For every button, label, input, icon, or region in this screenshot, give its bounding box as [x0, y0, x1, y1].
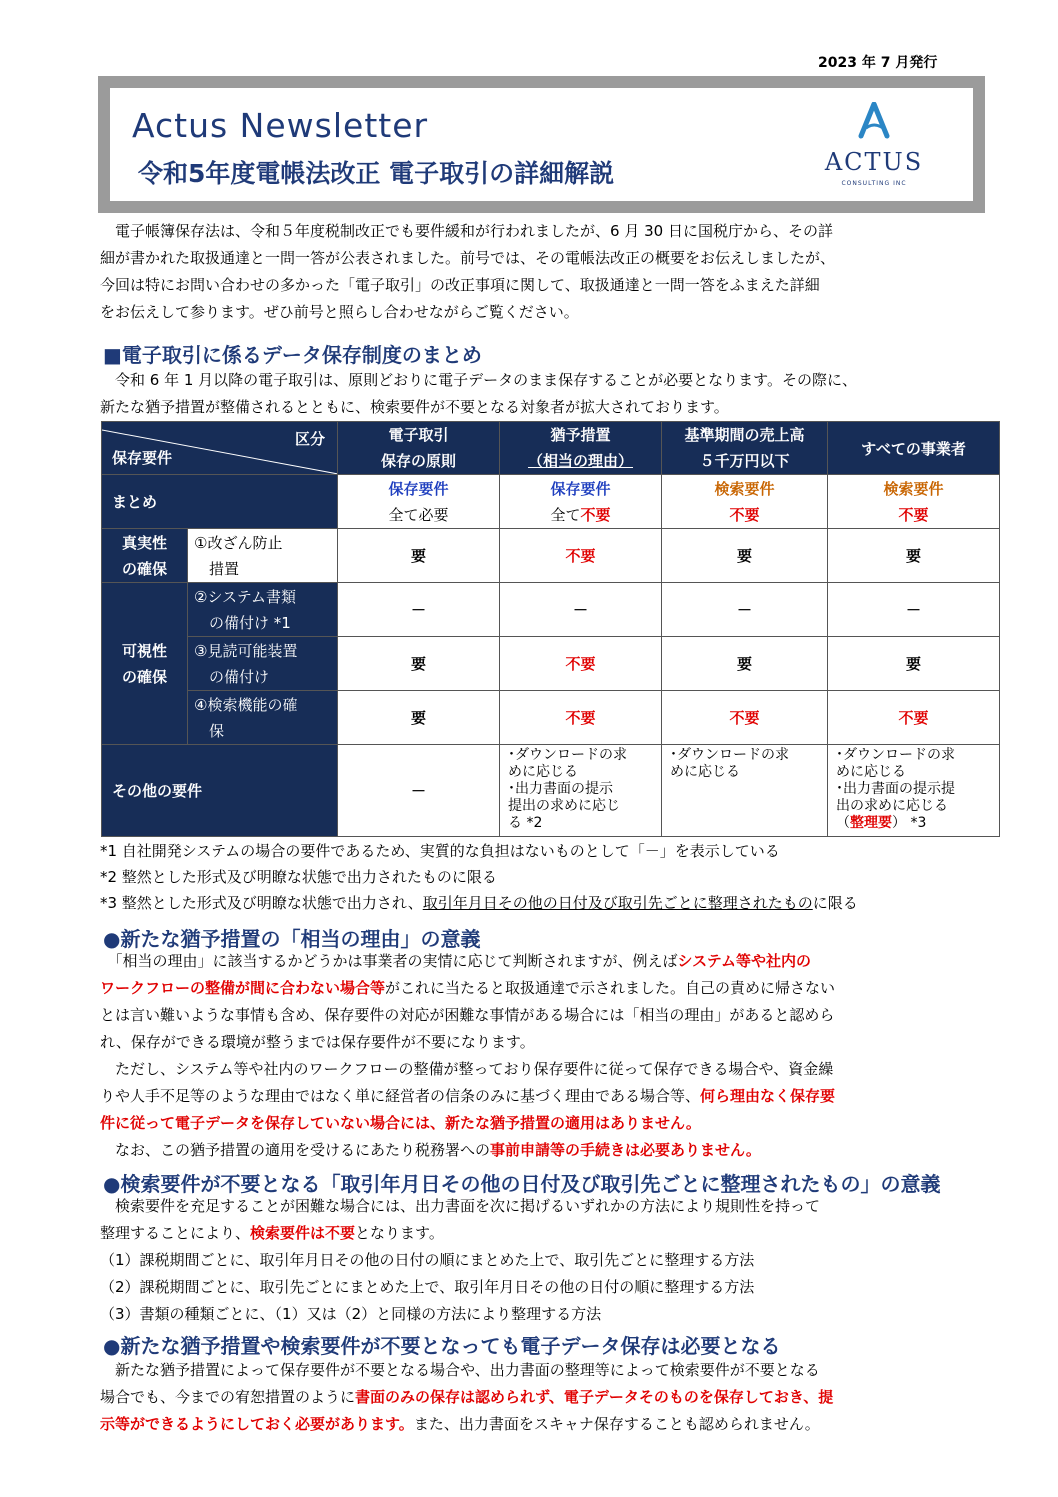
section4-paragraph [100, 1357, 970, 1438]
col-header-grace [500, 422, 662, 475]
col-header-line: 基準期間の売上高 [684, 426, 805, 444]
newsletter-header [98, 76, 985, 213]
summary-bottom: 全て必要 [388, 505, 449, 524]
value-cell: 要 [662, 529, 828, 583]
col-header-line: ５千万円以下 [699, 452, 790, 470]
text-line: ただし、システム等や社内のワークフローの整備が整っており保存要件に従って保存できる場合や、資金繰 [100, 1060, 834, 1078]
summary-top: 保存要件 [550, 479, 611, 498]
row-label: ②システム書類 の備付け *1 [188, 583, 338, 637]
summary-bottom: 不要 [898, 505, 929, 524]
summary-top: 保存要件 [388, 479, 449, 498]
summary-top: 検索要件 [883, 479, 944, 498]
logo-subtext: CONSULTING INC [841, 180, 907, 187]
section1-paragraph [100, 367, 970, 421]
value-cell: 要 [662, 637, 828, 691]
value-cell: 要 [338, 529, 500, 583]
value-cell: 要 [338, 637, 500, 691]
value-cell: 不要 [500, 529, 662, 583]
col-header-principle [338, 422, 500, 475]
newsletter-title: Actus Newsletter [132, 106, 429, 145]
value-cell: 不要 [500, 691, 662, 745]
text-line: とは言い難いような事情も含め、保存要件の対応が困難な事情がある場合には「相当の理由」があると認めら [100, 1006, 835, 1024]
list-item: （3）書類の種類ごとに、（1）又は（2）と同様の方法により整理する方法 [100, 1305, 602, 1323]
list-item: （2）課税期間ごとに、取引先ごとにまとめた上で、取引年月日その他の日付の順に整理する方法 [100, 1278, 755, 1296]
text-line: 新たな猶予措置によって保存要件が不要となる場合や、出力書面の整理等によって検索要件が不要となる [100, 1361, 820, 1379]
other-cell-end: ） *3 [892, 815, 927, 831]
summary-bottom: 不要 [729, 505, 760, 524]
col-header-line: 電子取引 [388, 426, 449, 444]
summary-cell [662, 475, 828, 529]
footnote-3-c: に限る [812, 894, 858, 912]
col-header-line: 保存の原則 [380, 452, 456, 470]
footnote-1: *1 自社開発システムの場合の要件であるため、実質的な負担はないものとして「－」を表示している [100, 842, 780, 860]
value-cell: 要 [828, 529, 1000, 583]
section1-line: 令和 6 年 1 月以降の電子取引は、原則どおりに電子データのまま保存することが必要となります。その際に、 [100, 371, 857, 389]
text-line: れ、保存ができる環境が整うまでは保存要件が不要になります。 [100, 1033, 535, 1051]
section-title-search: ●検索要件が不要となる「取引年月日その他の日付及び取引先ごとに整理されたもの」の意義 [103, 1172, 941, 1196]
other-cell [828, 745, 1000, 837]
other-cell: ･ダウンロードの求 めに応じる ･出力書面の提示 提出の求めに応じ る *2 [500, 745, 662, 837]
row-label-other: その他の要件 [102, 745, 338, 837]
value-cell: 要 [338, 691, 500, 745]
other-cell-red: 整理要 [850, 815, 892, 831]
summary-bottom-a: 全て [550, 505, 581, 524]
value-cell: － [500, 583, 662, 637]
summary-cell [500, 475, 662, 529]
text-line: 「相当の理由」に該当するかどうかは事業者の実情に応じて判断されますが、例えばシステム等や社内の [100, 952, 812, 970]
footnote-3-b: 取引年月日その他の日付及び取引先ごとに整理されたもの [422, 894, 813, 912]
row-label: ④検索機能の確 保 [188, 691, 338, 745]
summary-top: 検索要件 [714, 479, 775, 498]
summary-cell [828, 475, 1000, 529]
summary-bottom [500, 502, 661, 528]
section2-paragraph [100, 948, 970, 1164]
requirements-table [101, 421, 1000, 837]
value-cell: － [338, 583, 500, 637]
text-line: 件に従って電子データを保存していない場合には、新たな猶予措置の適用はありません。 [100, 1114, 701, 1132]
row-label: ①改ざん防止 措置 [188, 529, 338, 583]
section1-line: 新たな猶予措置が整備されるとともに、検索要件が不要となる対象者が拡大されております。 [100, 398, 729, 416]
section-title-grace: ●新たな猶予措置の「相当の理由」の意義 [103, 927, 481, 951]
footnote-3-a: *3 整然とした形式及び明瞭な状態で出力され、 [100, 894, 423, 912]
section3-paragraph [100, 1193, 970, 1328]
intro-line: をお伝えして参ります。ぜひ前号と照らし合わせながらご覧ください。 [100, 303, 579, 321]
intro-line: 電子帳簿保存法は、令和５年度税制改正でも要件緩和が行われましたが、6 月 30 日に国税庁から、その詳 [100, 222, 833, 240]
intro-line: 今回は特にお問い合わせの多かった「電子取引」の改正事項に関して、取扱通達と一問一答をふまえた詳細 [100, 276, 820, 294]
col-header-all-businesses [828, 422, 1000, 475]
list-item: （1）課税期間ごとに、取引年月日その他の日付の順にまとめた上で、取引先ごとに整理する方法 [100, 1251, 755, 1269]
section-title-summary: ■電子取引に係るデータ保存制度のまとめ [103, 343, 482, 367]
text-line: りや人手不足等のような理由ではなく単に経営者の信条のみに基づく理由である場合等、何ら理由なく保存要 [100, 1087, 836, 1105]
actus-logo-mark-icon [857, 102, 891, 140]
row-label: ③見読可能装置 の備付け [188, 637, 338, 691]
text-line: 場合でも、今までの宥恕措置のように書面のみの保存は認められず、電子データそのものを保存しておき、提 [100, 1388, 834, 1406]
logo-text: ACTUS [824, 148, 924, 176]
issue-date: 2023 年 7 月発行 [818, 55, 938, 71]
newsletter-subtitle: 令和5年度電帳法改正 電子取引の詳細解説 [138, 159, 615, 188]
summary-cell [338, 475, 500, 529]
actus-logo [819, 102, 929, 192]
group-label-authenticity: 真実性 の確保 [102, 529, 188, 583]
col-header-small-business [662, 422, 828, 475]
col-header-line: すべての事業者 [861, 439, 966, 458]
value-cell: 不要 [662, 691, 828, 745]
value-cell: 不要 [828, 691, 1000, 745]
summary-bottom-b: 不要 [580, 505, 611, 524]
intro-paragraph [100, 218, 970, 326]
corner-top-label: 区分 [294, 430, 325, 448]
col-header-line: （相当の理由） [527, 452, 633, 470]
footnote-2: *2 整然とした形式及び明瞭な状態で出力されたものに限る [100, 868, 497, 886]
corner-bottom-label: 保存要件 [112, 449, 173, 467]
footnote-3 [100, 892, 858, 913]
row-label-summary: まとめ [102, 475, 338, 529]
text-line: 整理することにより、検索要件は不要となります。 [100, 1224, 444, 1242]
value-cell: 不要 [500, 637, 662, 691]
other-cell: ･ダウンロードの求 めに応じる [662, 745, 828, 837]
other-cell: － [338, 745, 500, 837]
value-cell: － [828, 583, 1000, 637]
text-line: 示等ができるようにしておく必要があります。また、出力書面をスキャナ保存することも認められません。 [100, 1415, 820, 1433]
text-line: ワークフローの整備が間に合わない場合等がこれに当たると取扱通達で示されました。自己の責めに帰さない [100, 979, 836, 997]
table-corner-header [102, 422, 338, 475]
text-line: なお、この猶予措置の適用を受けるにあたり税務署への事前申請等の手続きは必要ありません。 [100, 1141, 761, 1159]
text-line: 検索要件を充足することが困難な場合には、出力書面を次に掲げるいずれかの方法により規則性を持って [100, 1197, 821, 1215]
col-header-line: 猶予措置 [550, 426, 611, 444]
section-title-storage: ●新たな猶予措置や検索要件が不要となっても電子データ保存は必要となる [103, 1334, 781, 1358]
other-cell-main: ･ダウンロードの求 めに応じる ･出力書面の提示提 出の求めに応じる （ [836, 747, 955, 831]
group-label-visibility: 可視性 の確保 [102, 583, 188, 745]
intro-line: 細が書かれた取扱通達と一問一答が公表されました。前号では、その電帳法改正の概要をお伝えしましたが、 [100, 249, 836, 267]
value-cell: 要 [828, 637, 1000, 691]
value-cell: － [662, 583, 828, 637]
